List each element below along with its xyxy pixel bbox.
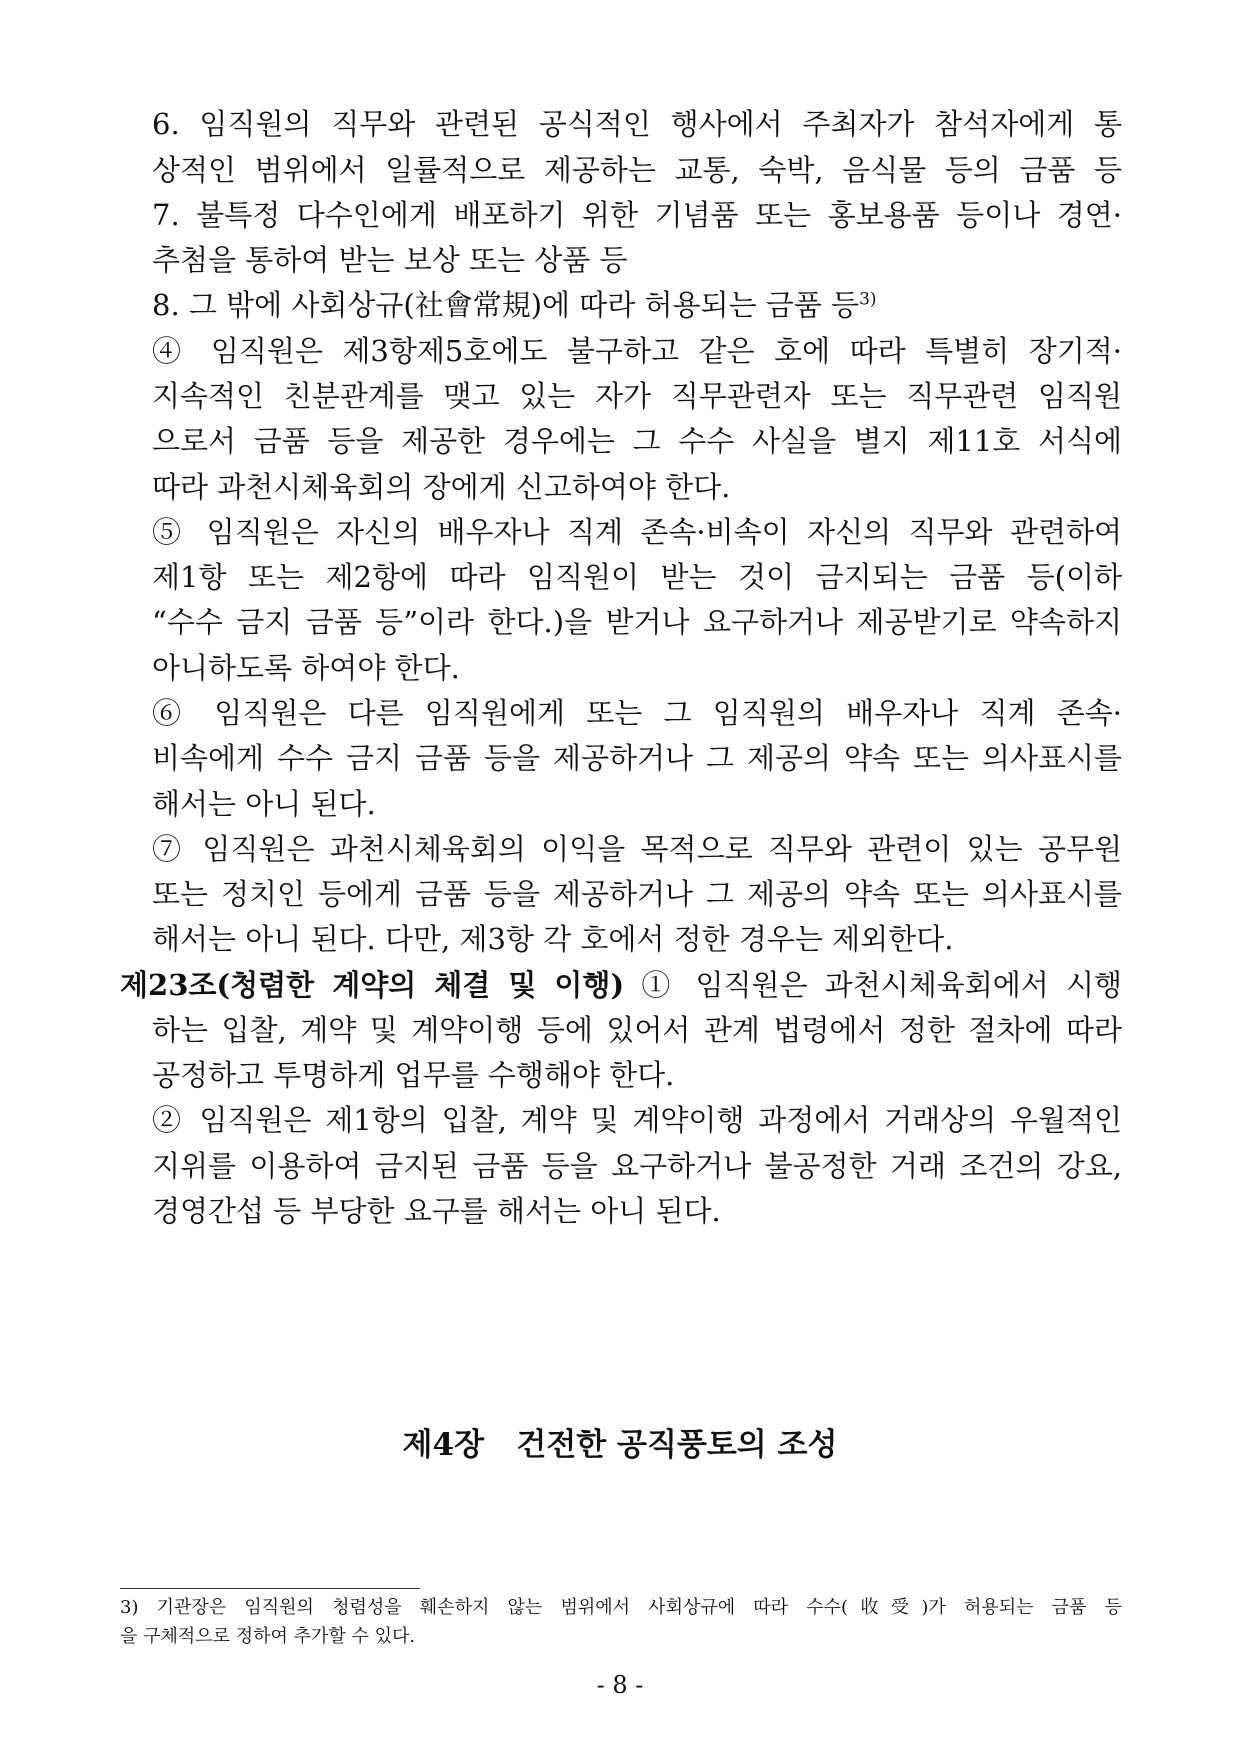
body-line-18: 또는 정치인 등에게 금품 등을 제공하거나 그 제공의 약속 또는 의사표시를 xyxy=(152,877,1122,911)
body-line-16: 해서는 아니 된다. xyxy=(152,787,376,821)
body-line-2: 상적인 범위에서 일률적으로 제공하는 교통, 숙박, 음식물 등의 금품 등 xyxy=(152,153,1122,187)
body-line-10: ⑤ 임직원은 자신의 배우자나 직계 존속·비속이 자신의 직무와 관련하여 xyxy=(152,515,1122,549)
body-line-21: 하는 입찰, 계약 및 계약이행 등에 있어서 관계 법령에서 정한 절차에 따라 xyxy=(152,1013,1122,1047)
body-line-14: ⑥ 임직원은 다른 임직원에게 또는 그 임직원의 배우자나 직계 존속· xyxy=(152,696,1122,730)
body-line-22: 공정하고 투명하게 업무를 수행해야 한다. xyxy=(152,1058,675,1092)
article-23-heading: 제23조(청렴한 계약의 체결 및 이행) xyxy=(120,968,625,1002)
body-line-5 xyxy=(152,287,1122,323)
body-line-1: 6. 임직원의 직무와 관련된 공식적인 행사에서 주최자가 참석자에게 통 xyxy=(152,107,1122,141)
body-line-7: 지속적인 친분관계를 맺고 있는 자가 직무관련자 또는 직무관련 임직원 xyxy=(152,379,1122,413)
body-line-6: ④ 임직원은 제3항제5호에도 불구하고 같은 호에 따라 특별히 장기적· xyxy=(152,334,1122,368)
body-line-5-text: 8. 그 밖에 사회상규(社會常規)에 따라 허용되는 금품 등 xyxy=(152,288,860,322)
body-line-13: 아니하도록 하여야 한다. xyxy=(152,651,460,685)
page-number: - 8 - xyxy=(596,1671,644,1699)
article-23-text: ① 임직원은 과천시체육회에서 시행 xyxy=(624,968,1122,1002)
body-line-3: 7. 불특정 다수인에게 배포하기 위한 기념품 또는 홍보용품 등이나 경연· xyxy=(152,198,1122,232)
body-line-24: 지위를 이용하여 금지된 금품 등을 요구하거나 불공정한 거래 조건의 강요, xyxy=(152,1149,1122,1183)
footnote-line-1: 3) 기관장은 임직원의 청렴성을 훼손하지 않는 범위에서 사회상규에 따라 수수(收受)가 허용되는 금품 등 xyxy=(120,1597,1122,1618)
chapter-heading: 제4장 건전한 공직풍토의 조성 xyxy=(402,1427,838,1463)
body-line-4: 추첨을 통하여 받는 보상 또는 상품 등 xyxy=(152,243,628,277)
body-line-9: 따라 과천시체육회의 장에게 신고하여야 한다. xyxy=(152,470,731,504)
article-23-first-line xyxy=(120,967,1122,1003)
body-line-25: 경영간섭 등 부당한 요구를 해서는 아니 된다. xyxy=(152,1194,721,1228)
body-line-12: “수수 금지 금품 등”이라 한다.)을 받거나 요구하거나 제공받기로 약속하지 xyxy=(152,605,1122,639)
body-line-23: ② 임직원은 제1항의 입찰, 계약 및 계약이행 과정에서 거래상의 우월적인 xyxy=(152,1103,1122,1137)
body-line-15: 비속에게 수수 금지 금품 등을 제공하거나 그 제공의 약속 또는 의사표시를 xyxy=(152,741,1122,775)
footnote-divider xyxy=(120,1588,420,1589)
body-line-11: 제1항 또는 제2항에 따라 임직원이 받는 것이 금지되는 금품 등(이하 xyxy=(152,560,1122,594)
body-line-19: 해서는 아니 된다. 다만, 제3항 각 호에서 정한 경우는 제외한다. xyxy=(152,922,954,956)
body-line-8: 으로서 금품 등을 제공한 경우에는 그 수수 사실을 별지 제11호 서식에 xyxy=(152,424,1122,458)
body-line-17: ⑦ 임직원은 과천시체육회의 이익을 목적으로 직무와 관련이 있는 공무원 xyxy=(152,832,1122,866)
footnote-reference: 3) xyxy=(859,289,877,310)
footnote-line-2: 을 구체적으로 정하여 추가할 수 있다. xyxy=(120,1626,416,1647)
